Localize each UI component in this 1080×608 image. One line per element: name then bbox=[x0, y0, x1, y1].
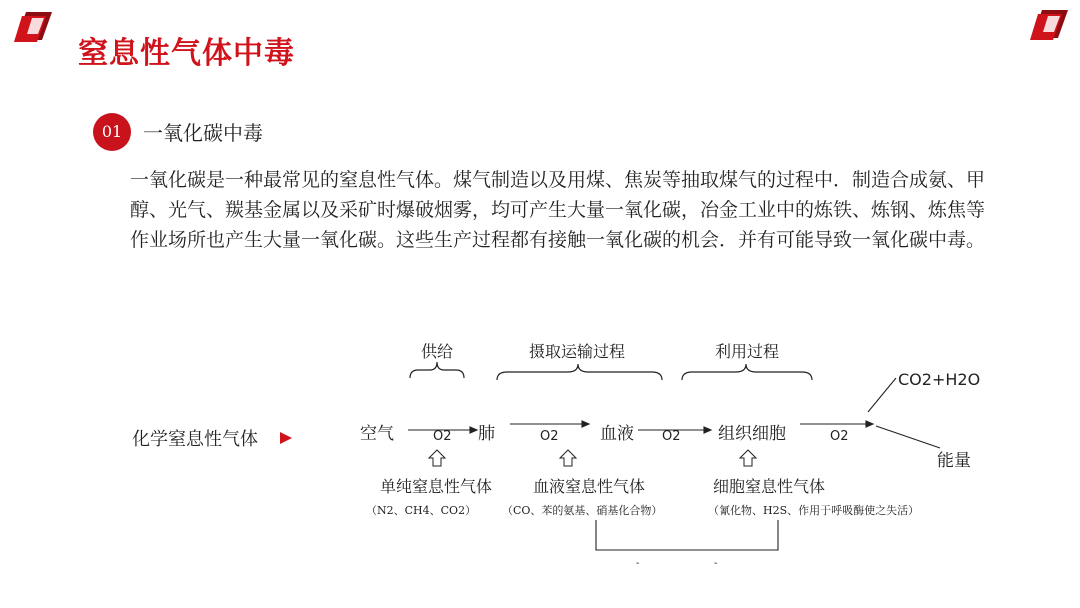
o2-label-3: O2 bbox=[662, 429, 681, 444]
category-examples-simple: （N2、CH4、CO2） bbox=[366, 504, 477, 517]
brace-label-utilization: 利用过程 bbox=[714, 342, 780, 361]
category-name-blood: 血液窒息性气体 bbox=[533, 477, 646, 496]
flow-products: CO2+H2O bbox=[898, 370, 981, 389]
flow-air: 空气 bbox=[360, 424, 394, 444]
up-arrow-icon-1 bbox=[429, 450, 445, 466]
category-name-simple: 单纯窒息性气体 bbox=[380, 477, 493, 496]
page-title: 窒息性气体中毒 bbox=[78, 36, 295, 71]
brace-utilization bbox=[682, 364, 812, 380]
arrow-head-tissue-out bbox=[866, 421, 873, 427]
bottom-bracket bbox=[596, 520, 778, 550]
flow-blood: 血液 bbox=[600, 424, 634, 444]
triangle-right-icon bbox=[280, 432, 292, 444]
category-examples-cellular: （氰化物、H2S、作用于呼吸酶使之失活） bbox=[708, 504, 920, 517]
section-number-badge: 01 bbox=[93, 113, 131, 151]
o2-label-4: O2 bbox=[830, 429, 849, 444]
brace-uptake bbox=[497, 364, 662, 380]
category-examples-blood: （CO、苯的氨基、硝基化合物） bbox=[502, 504, 663, 517]
flow-energy: 能量 bbox=[937, 451, 971, 471]
brace-label-uptake: 摄取运输过程 bbox=[528, 342, 626, 361]
section-title: 一氧化碳中毒 bbox=[143, 121, 263, 145]
branch-to-energy bbox=[876, 426, 940, 448]
flow-lung: 肺 bbox=[478, 424, 495, 444]
brace-supply bbox=[410, 362, 464, 378]
o2-label-1: O2 bbox=[433, 429, 452, 444]
branch-to-products bbox=[868, 378, 896, 412]
arrow-head-lung-blood bbox=[582, 421, 589, 427]
category-name-cellular: 细胞窒息性气体 bbox=[713, 477, 826, 496]
o2-label-2: O2 bbox=[540, 429, 559, 444]
up-arrow-icon-2 bbox=[560, 450, 576, 466]
up-arrow-icon-3 bbox=[740, 450, 756, 466]
brace-label-supply: 供给 bbox=[420, 342, 454, 361]
bottom-mark-left: - bbox=[636, 558, 640, 569]
arrow-head-blood-tissue bbox=[704, 427, 711, 433]
flow-tissue: 组织细胞 bbox=[718, 424, 786, 444]
bottom-mark-right: - bbox=[714, 558, 718, 569]
diagram-side-label: 化学窒息性气体 bbox=[132, 429, 258, 450]
section-paragraph: 一氧化碳是一种最常见的窒息性气体。煤气制造以及用煤、焦炭等抽取煤气的过程中．制造合成氨、甲醇、光气、羰基金属以及采矿时爆破烟雾，均可产生大量一氧化碳，冶金工业中的炼铁、炼钢、炼焦等作业场所也产生大量一氧化碳。这些生产过程都有接触一氧化碳的机会．并有可能导致一氧化碳中毒。 bbox=[130, 169, 986, 251]
arrow-head-air-lung bbox=[470, 427, 477, 433]
